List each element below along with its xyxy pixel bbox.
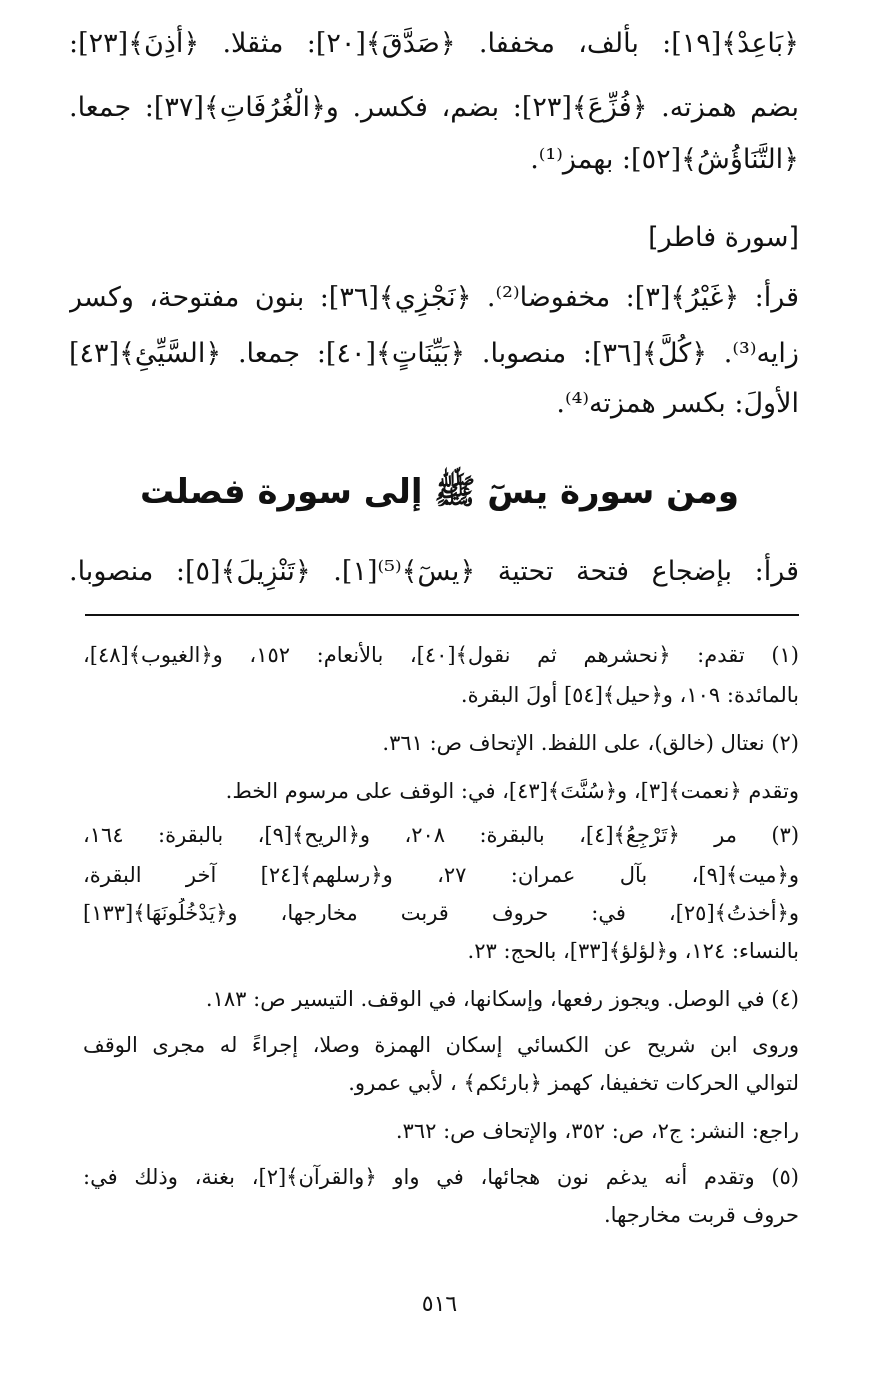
top-paragraph-line: ﴿بَاعِدْ﴾[١٩]: بألف، مخففا. ﴿صَدَّقَ﴾[٢٠]: مثقلا. ﴿أُذِنَ﴾[٢٣]: bbox=[69, 28, 799, 59]
footnote-4-line: وروى ابن شريح عن الكسائي إسكان الهمزة وصلا، إجراءً له مجرى الوقف bbox=[83, 1033, 799, 1057]
top-paragraph-line: ﴿التَّنَاؤُشُ﴾[٥٢]: بهمز⁽¹⁾. bbox=[530, 144, 799, 175]
footnote-1-line: (١) تقدم: ﴿نحشرهم ثم نقول﴾[٤٠]، بالأنعام: ١٥٢، و﴿الغيوب﴾[٤٨]، bbox=[83, 643, 799, 667]
footnote-separator bbox=[85, 614, 799, 616]
fatir-line: قرأ: ﴿غَيْرُ﴾[٣]: مخفوضا⁽²⁾. ﴿نَجْزِي﴾[٣٦]: بنون مفتوحة، وكسر bbox=[69, 282, 799, 313]
footnote-2-line: (٢) نعتال (خالق)، على اللفظ. الإتحاف ص: ٣٦١. bbox=[382, 731, 799, 755]
footnote-1-line: بالمائدة: ١٠٩، و﴿حيل﴾[٥٤] أولَ البقرة. bbox=[460, 683, 799, 707]
footnote-5-line: حروف قربت مخارجها. bbox=[604, 1203, 799, 1227]
footnote-5-line: (٥) وتقدم أنه يدغم نون هجائها، في واو ﴿والقرآن﴾[٢]، بغنة، وذلك في: bbox=[83, 1165, 799, 1189]
footnote-4-line: راجع: النشر: ج٢، ص: ٣٥٢، والإتحاف ص: ٣٦٢. bbox=[395, 1119, 799, 1143]
footnote-3-line: و﴿أخذتُ﴾[٢٥]، في: حروف قربت مخارجها، و﴿يَدْخُلُونَهَا﴾[١٣٣] bbox=[83, 901, 799, 925]
footnote-3-line: بالنساء: ١٢٤، و﴿لؤلؤ﴾[٣٣]، بالحج: ٢٣. bbox=[467, 939, 799, 963]
top-paragraph-line: بضم همزته. ﴿فُزِّعَ﴾[٢٣]: بضم، فكسر. و﴿الْغُرُفَاتِ﴾[٣٧]: جمعا. bbox=[69, 92, 799, 123]
footnote-2-line: وتقدم ﴿نعمت﴾[٣]، و﴿سُنَّتَ﴾[٤٣]، في: الوقف على مرسوم الخط. bbox=[225, 779, 799, 803]
page-number: ٥١٦ bbox=[421, 1292, 458, 1317]
fatir-line: زايه⁽³⁾. ﴿كُلَّ﴾[٣٦]: منصوبا. ﴿بَيِّنَاتٍ﴾[٤٠]: جمعا. ﴿السَّيِّئِ﴾[٤٣] bbox=[69, 338, 799, 369]
fatir-line: الأولَ: بكسر همزته⁽⁴⁾. bbox=[556, 388, 799, 419]
footnote-3-line: و﴿ميت﴾[٩]، بآل عمران: ٢٧، و﴿رسلهم﴾[٢٤] آخر البقرة، bbox=[83, 863, 799, 887]
section-header-fatir: [سورة فاطر] bbox=[648, 222, 799, 253]
footnote-4-line: (٤) في الوصل. ويجوز رفعها، وإسكانها، في الوقف. التيسير ص: ١٨٣. bbox=[205, 987, 799, 1011]
footnote-3-line: (٣) مر ﴿تَرْجِعُ﴾[٤]، بالبقرة: ٢٠٨، و﴿الريح﴾[٩]، بالبقرة: ١٦٤، bbox=[83, 823, 799, 847]
chapter-line: قرأ: بإضجاع فتحة تحتية ﴿يسٓ﴾⁽⁵⁾[١]. ﴿تَنْزِيلَ﴾[٥]: منصوبا. bbox=[69, 556, 799, 587]
footnote-4-line: لتوالي الحركات تخفيفا، كهمز ﴿بارئكم﴾ ، لأبي عمرو. bbox=[348, 1071, 799, 1095]
chapter-title: ومن سورة يسٓ ﷺ إلى سورة فصلت bbox=[140, 472, 739, 512]
